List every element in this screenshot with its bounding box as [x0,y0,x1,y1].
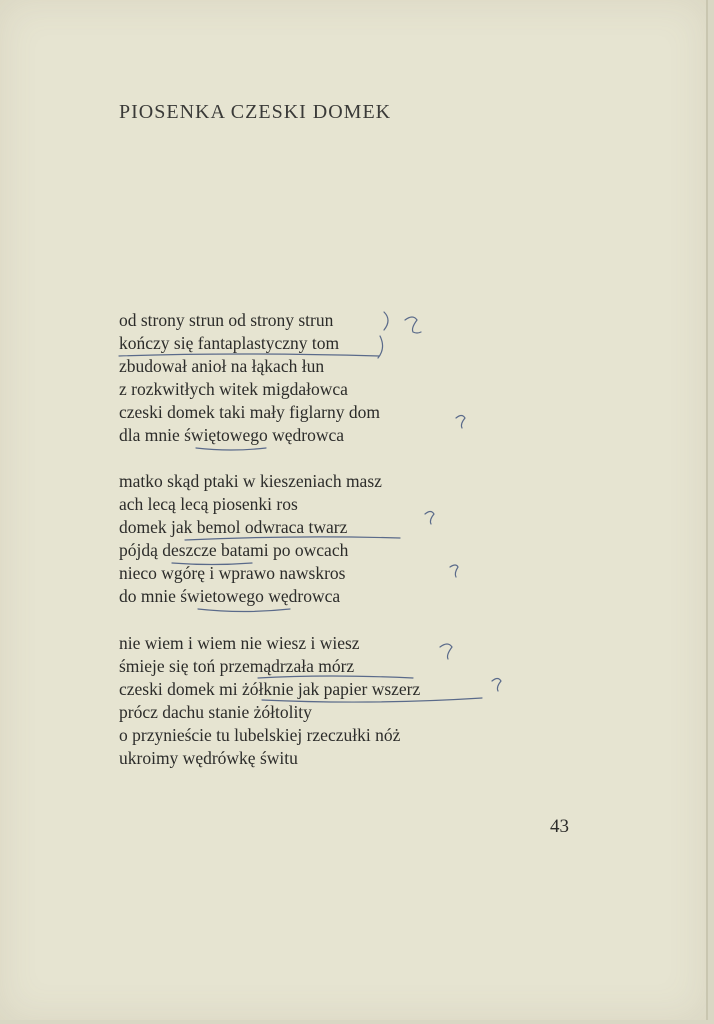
verse-line: zbudował anioł na łąkach łun [119,356,325,376]
pencil-margin-mark [456,416,465,429]
pencil-margin-mark [450,565,458,577]
pencil-underline [198,609,290,612]
verse-line: domek jak bemol odwraca twarz [119,517,348,537]
verse-line: ach lecą lecą piosenki ros [119,494,298,514]
verse-line: prócz dachu stanie żółtolity [119,702,312,722]
verse-line: o przynieście tu lubelskiej rzeczułki nóż [119,725,401,745]
pencil-margin-mark [440,644,452,659]
pencil-underline [196,448,266,450]
page-number: 43 [550,816,569,837]
stanza-2 [119,470,382,608]
verse-line: pójdą deszcze batami po owcach [119,540,349,560]
verse-line: z rozkwitłych witek migdałowca [119,379,348,399]
verse-line: kończy się fantaplastyczny tom [119,333,340,353]
verse-line: czeski domek mi żółknie jak papier wszerz [119,679,421,699]
stanza-1 [119,309,380,447]
verse-line: od strony strun od strony strun [119,310,334,330]
verse-line: czeski domek taki mały figlarny dom [119,402,380,422]
poem-title: PIOSENKA CZESKI DOMEK [119,101,392,123]
verse-line: śmieje się toń przemądrzała mórz [119,656,355,676]
pencil-margin-mark [425,512,434,525]
verse-line: ukroimy wędrówkę świtu [119,748,298,768]
verse-line: nie wiem i wiem nie wiesz i wiesz [119,633,360,653]
pencil-bracket [384,312,388,330]
verse-line: dla mnie świętowego wędrowca [119,425,344,445]
pencil-margin-mark [405,317,421,333]
verse-line: matko skąd ptaki w kieszeniach masz [119,471,382,491]
pencil-margin-mark [492,679,501,692]
verse-line: nieco wgórę i wprawo nawskros [119,563,346,583]
verse-line: do mnie świetowego wędrowca [119,586,341,606]
stanza-3 [119,632,420,770]
